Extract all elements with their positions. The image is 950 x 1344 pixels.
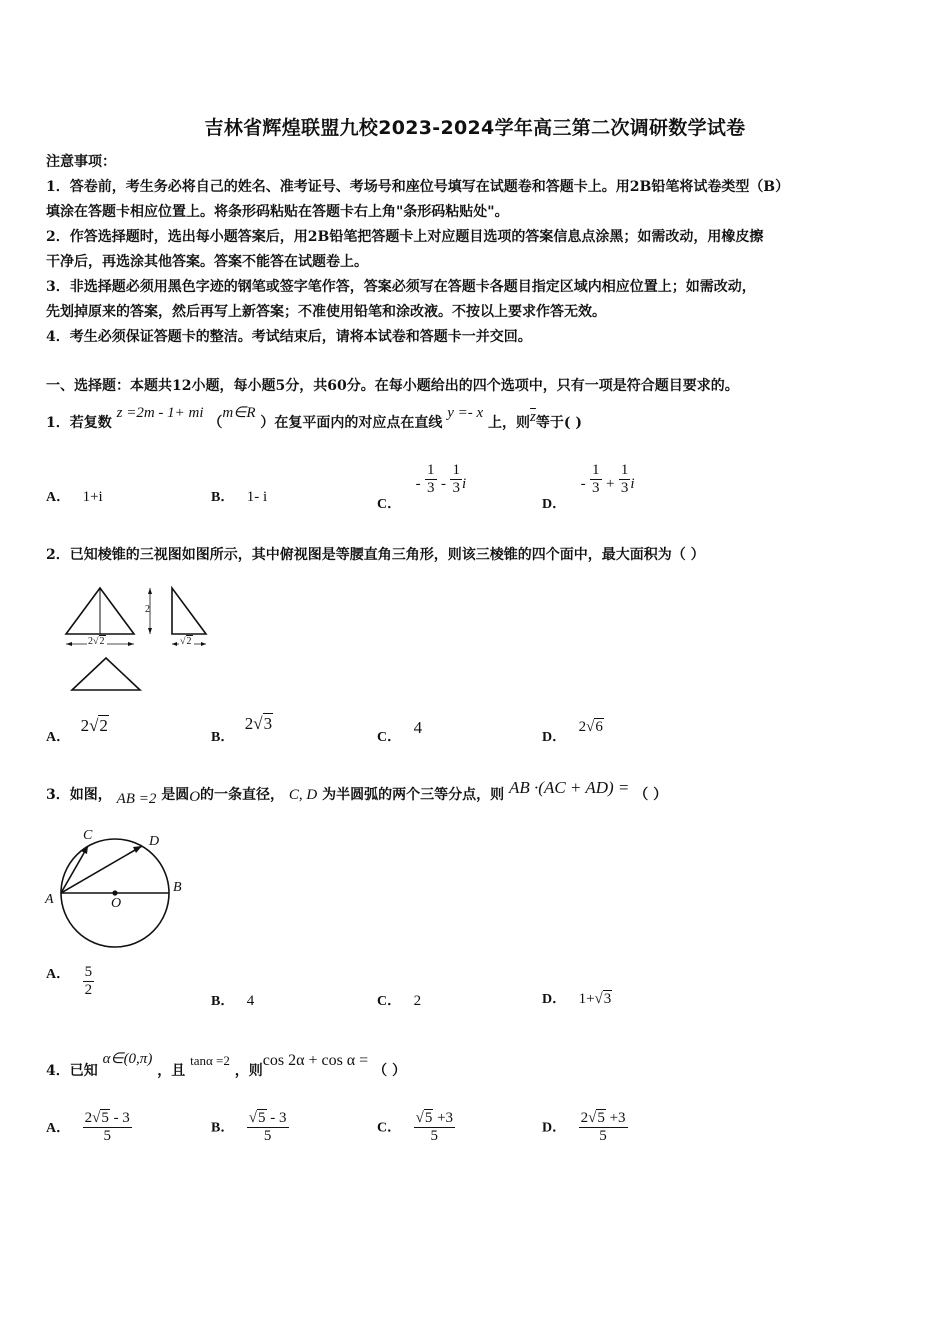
notes-line: 先划掉原来的答案，然后再写上新答案；不准使用铅笔和涂改液。不按以上要求作答无效。 [46, 304, 606, 320]
q4-option-a[interactable]: A． $\frac{2√5 - 3}{5}$ [46, 1110, 130, 1144]
notes-line: 干净后，再选涂其他答案。答案不能答在试题卷上。 [46, 254, 368, 270]
q4-option-d[interactable]: D． $\frac{2√5 +3}{5}$ [542, 1110, 626, 1144]
line-expr: y =- x [447, 405, 484, 421]
page-title: 吉林省辉煌联盟九校2023-2024学年高三第二次调研数学试卷 [204, 117, 746, 139]
section-heading: 一、选择题：本题共12小题，每小题5分，共60分。在每小题给出的四个选项中，只有一项是符合题目要求的。 [46, 378, 739, 394]
point-label: B [173, 880, 182, 895]
question-4: 4．已知 α∈(0,π) ，且 tanα =2 ，则cos 2α + cos α = （ ） [46, 1051, 406, 1079]
q1-option-b[interactable]: B． 1- i [211, 489, 268, 505]
vector-expr: AB ·(AC + AD) = [509, 778, 630, 797]
q4-option-c[interactable]: C． $\frac{√5 +3}{5}$ [377, 1110, 454, 1144]
notes-line: 3．非选择题必须用黑色字迹的钢笔或签字笔作答，答案必须写在答题卡各题目指定区域内相应位置上；如需改动， [46, 279, 756, 295]
condition-expr: m∈R [222, 405, 256, 421]
q2-option-c[interactable]: C． 4 [377, 718, 423, 745]
dim-label: 2 [145, 604, 150, 615]
q4-option-b[interactable]: B． $\frac{√5 - 3}{5}$ [211, 1110, 287, 1144]
q1-option-d[interactable]: D． - $\frac{1}{3}$ + $\frac{1}{3}$ i [542, 462, 635, 512]
tan-expr: tanα =2 [190, 1053, 230, 1068]
notes-line: 填涂在答题卡相应位置上。将条形码粘贴在答题卡右上角"条形码粘贴处"。 [46, 204, 509, 220]
q2-option-a[interactable]: A． 2√2 [46, 716, 108, 745]
notes-line: 1．答卷前，考生务必将自己的姓名、准考证号、考场号和座位号填写在试题卷和答题卡上。用2B铅笔将试卷类型（B） [46, 179, 790, 195]
three-view-figure [58, 582, 218, 697]
notes-heading: 注意事项： [46, 154, 116, 170]
notes-line: 4．考生必须保证答题卡的整洁。考试结束后，请将本试卷和答题卡一并交回。 [46, 329, 532, 345]
notes-line: 2．作答选择题时，选出每小题答案后，用2B铅笔把答题卡上对应题目选项的答案信息点涂黑；如需改动，用橡皮擦 [46, 229, 764, 245]
q3-option-a[interactable]: A． $\frac{5}{2}$ [46, 964, 93, 998]
q3-option-b[interactable]: B． 4 [211, 993, 255, 1009]
question-2: 2．已知棱锥的三视图如图所示，其中俯视图是等腰直角三角形，则该三棱锥的四个面中，最大面积为（ ） [46, 547, 705, 563]
question-3: 3．如图， AB =2 是圆O的一条直径， C, D 为半圆弧的两个三等分点，则 AB ·(AC + AD) = （ ） [46, 778, 668, 807]
circle-figure [40, 826, 190, 956]
q3-option-c[interactable]: C． 2 [377, 993, 422, 1009]
point-label: D [149, 834, 160, 849]
alpha-cond: α∈(0,π) [102, 1051, 153, 1067]
point-label: C [83, 828, 93, 843]
q1-option-c[interactable]: C． - $\frac{1}{3}$ - $\frac{1}{3}$ i [377, 462, 467, 512]
complex-expr: z =2m - 1+ mi [116, 405, 204, 421]
ab-expr: AB =2 [116, 791, 157, 807]
cos-expr: cos 2α + cos α = [262, 1052, 369, 1069]
q2-option-b[interactable]: B． 2√3 [211, 714, 273, 745]
question-1: 1．若复数 z =2m - 1+ mi （m∈R ）在复平面内的对应点在直线 y =- x 上，则$\overline{z}$等于( ) [46, 405, 583, 431]
q1-option-a[interactable]: A． 1+i [46, 489, 103, 505]
dim-label: 2√2 [88, 636, 105, 647]
q2-option-d[interactable]: D． 2√6 [542, 719, 603, 745]
q3-option-d[interactable]: D． 1+√3 [542, 991, 612, 1007]
conjugate-z: $\overline{z}$ [530, 409, 536, 425]
point-label: O [111, 896, 122, 911]
dim-label: √2 [180, 636, 192, 647]
point-label: A [45, 892, 54, 907]
